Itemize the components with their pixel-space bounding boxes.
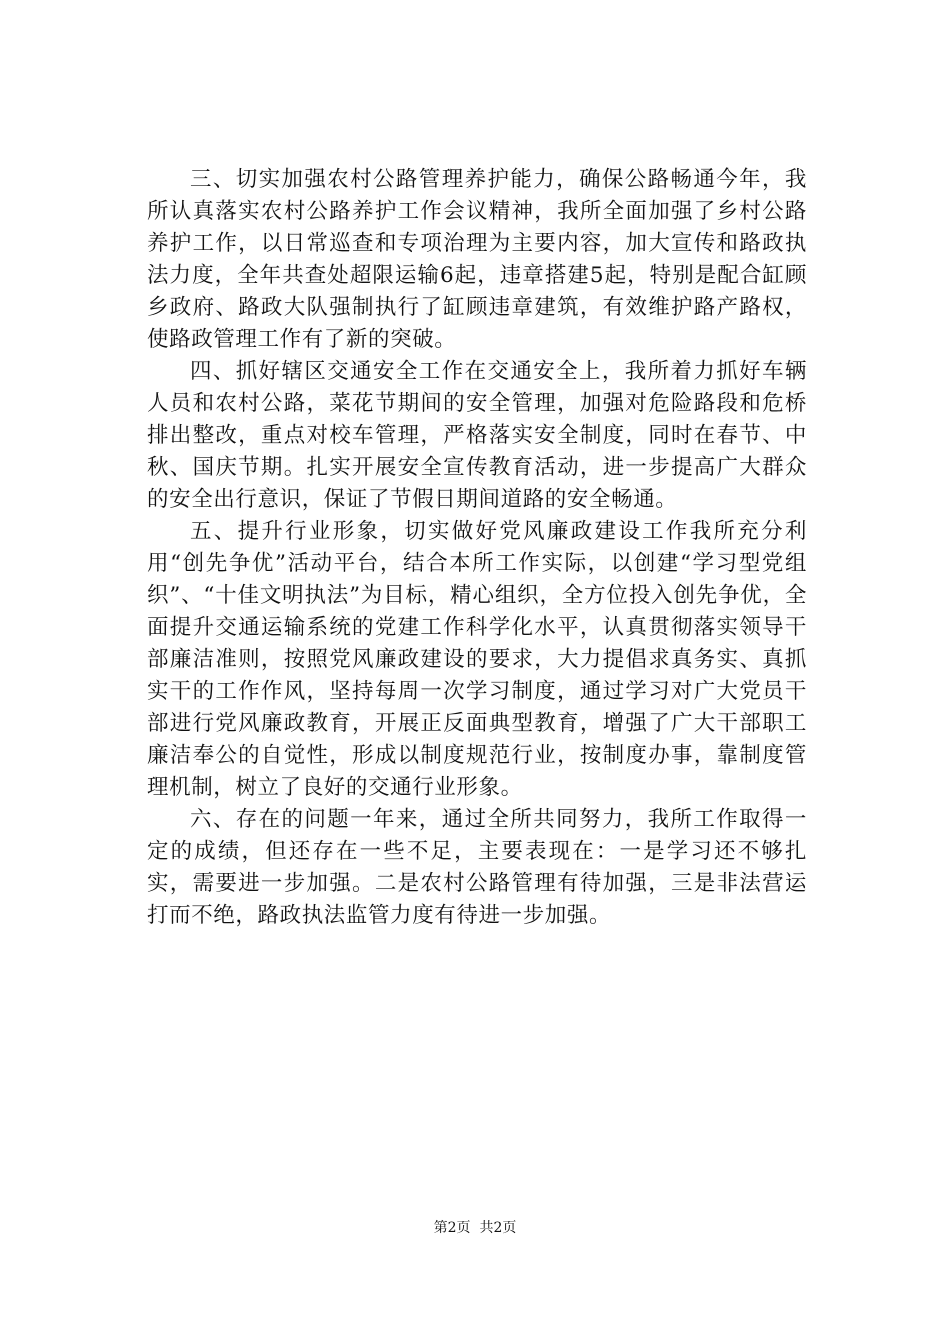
paragraph-existing-problems: 六、存在的问题一年来，通过全所共同努力，我所工作取得一定的成绩，但还存在一些不足，主要表现在：一是学习还不够扎实，需要进一步加强。二是农村公路管理有待加强，三是非法营运打而不绝，路政执法监管力度有待进一步加强。 bbox=[147, 807, 807, 928]
document-body bbox=[147, 164, 807, 932]
paragraph-industry-image: 五、提升行业形象，切实做好党风廉政建设工作我所充分利用“创先争优”活动平台，结合本所工作实际，以创建“学习型党组织”、“十佳文明执法”为目标，精心组织，全方位投入创先争优，全面提升交通运输系统的党建工作科学化水平，认真贯彻落实领导干部廉洁准则，按照党风廉政建设的要求，大力提倡求真务实、真抓实干的工作作风，坚持每周一次学习制度，通过学习对广大党员干部进行党风廉政教育，开展正反面典型教育，增强了广大干部职工廉洁奉公的自觉性，形成以制度规范行业，按制度办事，靠制度管理机制，树立了良好的交通行业形象。 bbox=[147, 519, 807, 800]
page-footer bbox=[0, 1218, 950, 1238]
paragraph-road-maintenance: 三、切实加强农村公路管理养护能力，确保公路畅通今年，我所认真落实农村公路养护工作会议精神，我所全面加强了乡村公路养护工作，以日常巡查和专项治理为主要内容，加大宣传和路政执法力度，全年共查处超限运输6起，违章搭建5起，特别是配合缸顾乡政府、路政大队强制执行了缸顾违章建筑，有效维护路产路权，使路政管理工作有了新的突破。 bbox=[147, 167, 807, 352]
paragraph-traffic-safety: 四、抓好辖区交通安全工作在交通安全上，我所着力抓好车辆人员和农村公路，菜花节期间的安全管理，加强对危险路段和危桥排出整改，重点对校车管理，严格落实安全制度，同时在春节、中秋、国庆节期。扎实开展安全宣传教育活动，进一步提高广大群众的安全出行意识，保证了节假日期间道路的安全畅通。 bbox=[147, 359, 807, 512]
page-number: 第2页 共2页 bbox=[433, 1220, 517, 1236]
